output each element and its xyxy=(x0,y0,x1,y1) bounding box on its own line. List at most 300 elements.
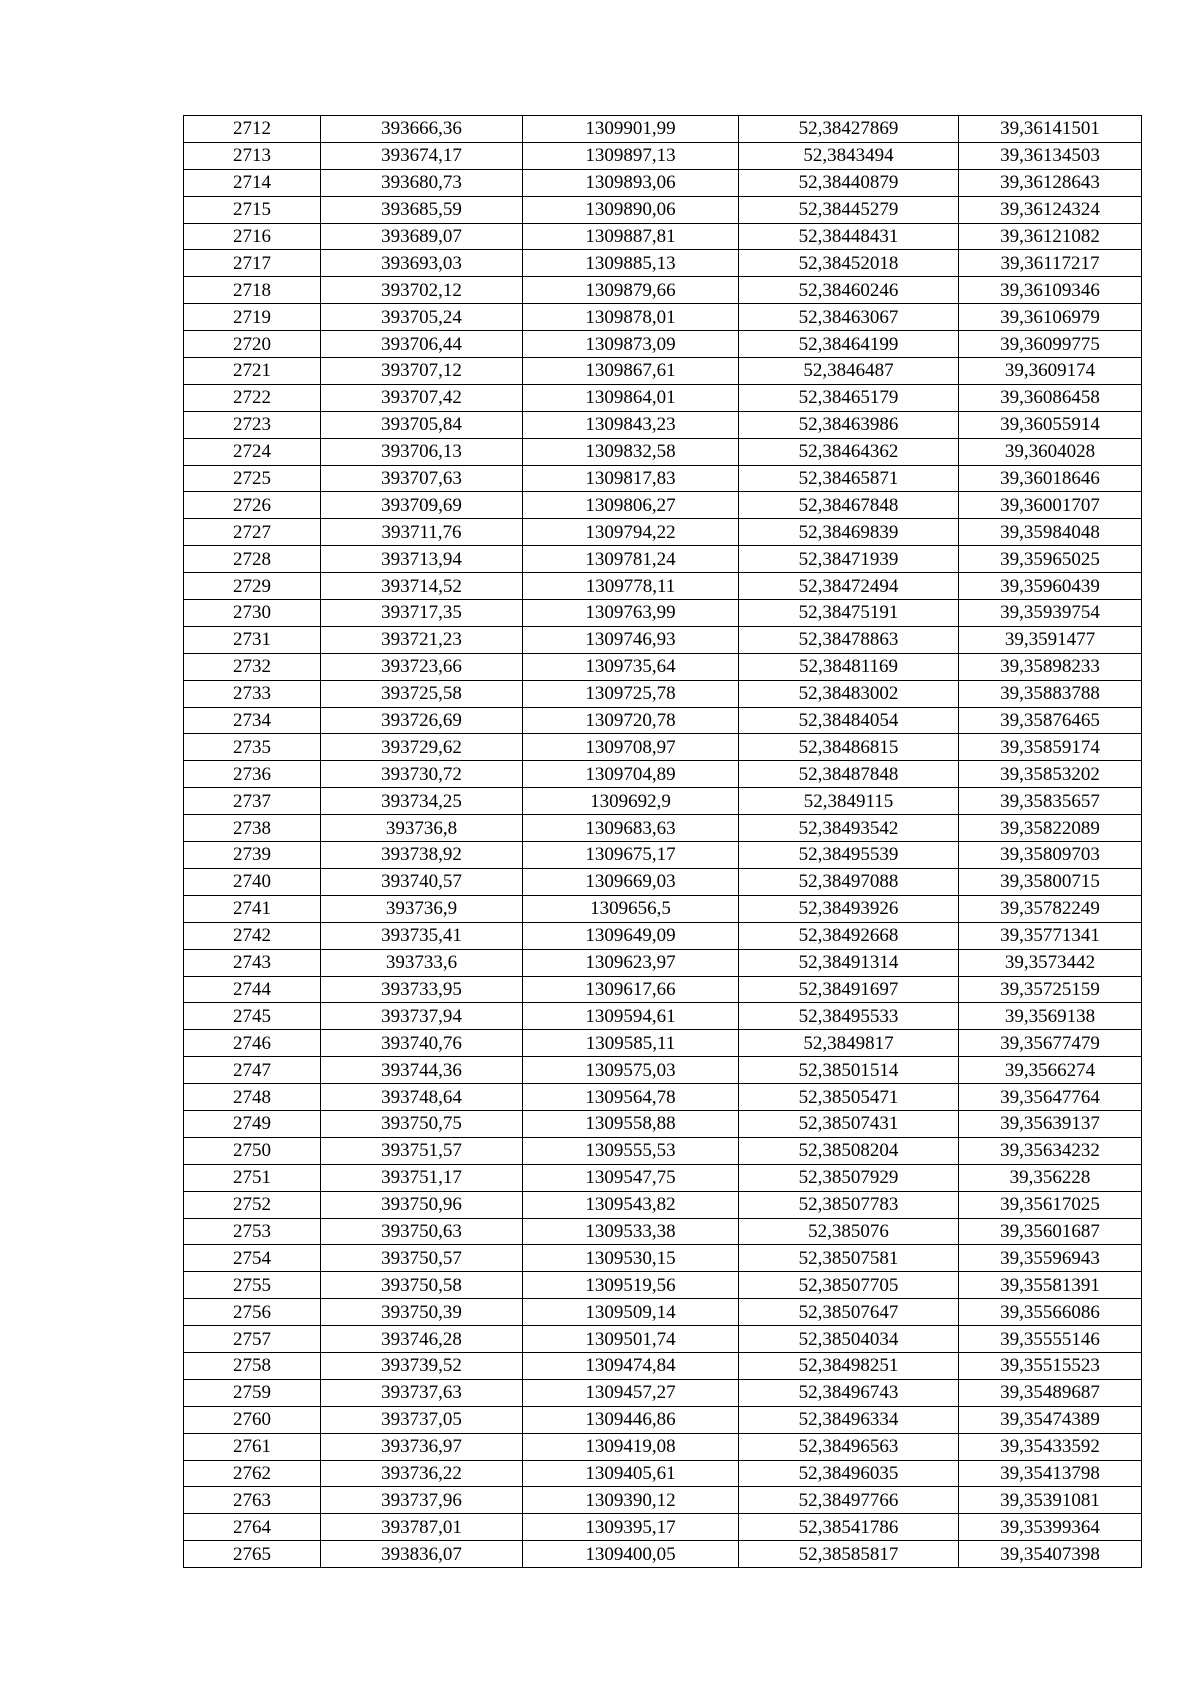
latitude-cell: 52,38464199 xyxy=(739,331,959,358)
longitude-cell: 39,35960439 xyxy=(959,573,1142,600)
table-row xyxy=(184,384,1142,411)
table-row xyxy=(184,277,1142,304)
latitude-cell: 52,385076 xyxy=(739,1218,959,1245)
y-coordinate-cell: 1309878,01 xyxy=(523,304,739,331)
y-coordinate-cell: 1309720,78 xyxy=(523,707,739,734)
table-row xyxy=(184,196,1142,223)
latitude-cell: 52,38497088 xyxy=(739,868,959,895)
point-number-cell: 2751 xyxy=(184,1164,321,1191)
longitude-cell: 39,35647764 xyxy=(959,1084,1142,1111)
latitude-cell: 52,38448431 xyxy=(739,223,959,250)
x-coordinate-cell: 393721,23 xyxy=(321,626,523,653)
latitude-cell: 52,38507647 xyxy=(739,1299,959,1326)
point-number-cell: 2738 xyxy=(184,815,321,842)
table-row xyxy=(184,1406,1142,1433)
longitude-cell: 39,35407398 xyxy=(959,1541,1142,1568)
x-coordinate-cell: 393705,24 xyxy=(321,304,523,331)
point-number-cell: 2730 xyxy=(184,600,321,627)
latitude-cell: 52,38507783 xyxy=(739,1191,959,1218)
latitude-cell: 52,38498251 xyxy=(739,1352,959,1379)
y-coordinate-cell: 1309419,08 xyxy=(523,1433,739,1460)
point-number-cell: 2744 xyxy=(184,976,321,1003)
table-row xyxy=(184,519,1142,546)
longitude-cell: 39,35822089 xyxy=(959,815,1142,842)
x-coordinate-cell: 393726,69 xyxy=(321,707,523,734)
point-number-cell: 2740 xyxy=(184,868,321,895)
longitude-cell: 39,35489687 xyxy=(959,1379,1142,1406)
longitude-cell: 39,3604028 xyxy=(959,438,1142,465)
table-row xyxy=(184,169,1142,196)
latitude-cell: 52,38507581 xyxy=(739,1245,959,1272)
latitude-cell: 52,3849817 xyxy=(739,1030,959,1057)
x-coordinate-cell: 393748,64 xyxy=(321,1084,523,1111)
x-coordinate-cell: 393680,73 xyxy=(321,169,523,196)
y-coordinate-cell: 1309533,38 xyxy=(523,1218,739,1245)
table-row xyxy=(184,895,1142,922)
point-number-cell: 2763 xyxy=(184,1487,321,1514)
point-number-cell: 2712 xyxy=(184,116,321,143)
x-coordinate-cell: 393739,52 xyxy=(321,1352,523,1379)
table-row xyxy=(184,976,1142,1003)
latitude-cell: 52,38465871 xyxy=(739,465,959,492)
latitude-cell: 52,38452018 xyxy=(739,250,959,277)
point-number-cell: 2716 xyxy=(184,223,321,250)
point-number-cell: 2733 xyxy=(184,680,321,707)
longitude-cell: 39,35800715 xyxy=(959,868,1142,895)
point-number-cell: 2721 xyxy=(184,358,321,385)
y-coordinate-cell: 1309778,11 xyxy=(523,573,739,600)
x-coordinate-cell: 393750,57 xyxy=(321,1245,523,1272)
x-coordinate-cell: 393707,63 xyxy=(321,465,523,492)
x-coordinate-cell: 393751,57 xyxy=(321,1137,523,1164)
table-row xyxy=(184,1030,1142,1057)
table-row xyxy=(184,358,1142,385)
table-row xyxy=(184,1460,1142,1487)
point-number-cell: 2742 xyxy=(184,922,321,949)
y-coordinate-cell: 1309390,12 xyxy=(523,1487,739,1514)
point-number-cell: 2715 xyxy=(184,196,321,223)
longitude-cell: 39,35939754 xyxy=(959,600,1142,627)
y-coordinate-cell: 1309564,78 xyxy=(523,1084,739,1111)
longitude-cell: 39,3569138 xyxy=(959,1003,1142,1030)
x-coordinate-cell: 393706,44 xyxy=(321,331,523,358)
longitude-cell: 39,35639137 xyxy=(959,1110,1142,1137)
longitude-cell: 39,35581391 xyxy=(959,1272,1142,1299)
latitude-cell: 52,38440879 xyxy=(739,169,959,196)
table-row xyxy=(184,815,1142,842)
x-coordinate-cell: 393738,92 xyxy=(321,842,523,869)
latitude-cell: 52,3849115 xyxy=(739,788,959,815)
y-coordinate-cell: 1309897,13 xyxy=(523,142,739,169)
latitude-cell: 52,38496334 xyxy=(739,1406,959,1433)
longitude-cell: 39,3609174 xyxy=(959,358,1142,385)
table-row xyxy=(184,250,1142,277)
x-coordinate-cell: 393705,84 xyxy=(321,411,523,438)
table-row xyxy=(184,304,1142,331)
latitude-cell: 52,38484054 xyxy=(739,707,959,734)
table-row xyxy=(184,1541,1142,1568)
point-number-cell: 2725 xyxy=(184,465,321,492)
table-row xyxy=(184,492,1142,519)
table-row xyxy=(184,438,1142,465)
table-row xyxy=(184,465,1142,492)
table-row xyxy=(184,1191,1142,1218)
table-row xyxy=(184,1164,1142,1191)
y-coordinate-cell: 1309594,61 xyxy=(523,1003,739,1030)
x-coordinate-cell: 393717,35 xyxy=(321,600,523,627)
point-number-cell: 2754 xyxy=(184,1245,321,1272)
x-coordinate-cell: 393709,69 xyxy=(321,492,523,519)
point-number-cell: 2723 xyxy=(184,411,321,438)
x-coordinate-cell: 393734,25 xyxy=(321,788,523,815)
point-number-cell: 2760 xyxy=(184,1406,321,1433)
x-coordinate-cell: 393737,94 xyxy=(321,1003,523,1030)
point-number-cell: 2737 xyxy=(184,788,321,815)
y-coordinate-cell: 1309867,61 xyxy=(523,358,739,385)
longitude-cell: 39,36106979 xyxy=(959,304,1142,331)
table-row xyxy=(184,788,1142,815)
y-coordinate-cell: 1309683,63 xyxy=(523,815,739,842)
latitude-cell: 52,38504034 xyxy=(739,1326,959,1353)
table-row xyxy=(184,1352,1142,1379)
point-number-cell: 2720 xyxy=(184,331,321,358)
y-coordinate-cell: 1309675,17 xyxy=(523,842,739,869)
latitude-cell: 52,38507431 xyxy=(739,1110,959,1137)
point-number-cell: 2713 xyxy=(184,142,321,169)
table-row xyxy=(184,949,1142,976)
y-coordinate-cell: 1309885,13 xyxy=(523,250,739,277)
x-coordinate-cell: 393685,59 xyxy=(321,196,523,223)
latitude-cell: 52,38495533 xyxy=(739,1003,959,1030)
x-coordinate-cell: 393725,58 xyxy=(321,680,523,707)
y-coordinate-cell: 1309446,86 xyxy=(523,1406,739,1433)
point-number-cell: 2728 xyxy=(184,546,321,573)
x-coordinate-cell: 393740,76 xyxy=(321,1030,523,1057)
longitude-cell: 39,35601687 xyxy=(959,1218,1142,1245)
longitude-cell: 39,35898233 xyxy=(959,653,1142,680)
table-row xyxy=(184,1003,1142,1030)
table-row xyxy=(184,680,1142,707)
y-coordinate-cell: 1309457,27 xyxy=(523,1379,739,1406)
latitude-cell: 52,38496743 xyxy=(739,1379,959,1406)
x-coordinate-cell: 393737,63 xyxy=(321,1379,523,1406)
table-row xyxy=(184,142,1142,169)
latitude-cell: 52,38471939 xyxy=(739,546,959,573)
y-coordinate-cell: 1309746,93 xyxy=(523,626,739,653)
y-coordinate-cell: 1309887,81 xyxy=(523,223,739,250)
y-coordinate-cell: 1309509,14 xyxy=(523,1299,739,1326)
latitude-cell: 52,38496035 xyxy=(739,1460,959,1487)
longitude-cell: 39,35809703 xyxy=(959,842,1142,869)
y-coordinate-cell: 1309395,17 xyxy=(523,1514,739,1541)
longitude-cell: 39,356228 xyxy=(959,1164,1142,1191)
longitude-cell: 39,36109346 xyxy=(959,277,1142,304)
y-coordinate-cell: 1309843,23 xyxy=(523,411,739,438)
x-coordinate-cell: 393706,13 xyxy=(321,438,523,465)
y-coordinate-cell: 1309649,09 xyxy=(523,922,739,949)
latitude-cell: 52,38496563 xyxy=(739,1433,959,1460)
point-number-cell: 2764 xyxy=(184,1514,321,1541)
y-coordinate-cell: 1309400,05 xyxy=(523,1541,739,1568)
y-coordinate-cell: 1309817,83 xyxy=(523,465,739,492)
table-row xyxy=(184,116,1142,143)
table-row xyxy=(184,1514,1142,1541)
y-coordinate-cell: 1309735,64 xyxy=(523,653,739,680)
x-coordinate-cell: 393736,97 xyxy=(321,1433,523,1460)
table-row xyxy=(184,734,1142,761)
latitude-cell: 52,38492668 xyxy=(739,922,959,949)
table-row xyxy=(184,653,1142,680)
y-coordinate-cell: 1309519,56 xyxy=(523,1272,739,1299)
latitude-cell: 52,38497766 xyxy=(739,1487,959,1514)
latitude-cell: 52,38487848 xyxy=(739,761,959,788)
longitude-cell: 39,36124324 xyxy=(959,196,1142,223)
table-row xyxy=(184,1084,1142,1111)
y-coordinate-cell: 1309901,99 xyxy=(523,116,739,143)
point-number-cell: 2761 xyxy=(184,1433,321,1460)
latitude-cell: 52,38465179 xyxy=(739,384,959,411)
longitude-cell: 39,35725159 xyxy=(959,976,1142,1003)
x-coordinate-cell: 393736,22 xyxy=(321,1460,523,1487)
latitude-cell: 52,38463986 xyxy=(739,411,959,438)
longitude-cell: 39,35876465 xyxy=(959,707,1142,734)
y-coordinate-cell: 1309617,66 xyxy=(523,976,739,1003)
table-row xyxy=(184,868,1142,895)
coordinates-table xyxy=(183,115,1142,1568)
x-coordinate-cell: 393737,96 xyxy=(321,1487,523,1514)
latitude-cell: 52,38501514 xyxy=(739,1057,959,1084)
table-row xyxy=(184,1137,1142,1164)
table-row xyxy=(184,707,1142,734)
latitude-cell: 52,38475191 xyxy=(739,600,959,627)
point-number-cell: 2719 xyxy=(184,304,321,331)
y-coordinate-cell: 1309704,89 xyxy=(523,761,739,788)
point-number-cell: 2732 xyxy=(184,653,321,680)
y-coordinate-cell: 1309781,24 xyxy=(523,546,739,573)
x-coordinate-cell: 393787,01 xyxy=(321,1514,523,1541)
x-coordinate-cell: 393750,63 xyxy=(321,1218,523,1245)
latitude-cell: 52,38491314 xyxy=(739,949,959,976)
x-coordinate-cell: 393711,76 xyxy=(321,519,523,546)
y-coordinate-cell: 1309873,09 xyxy=(523,331,739,358)
longitude-cell: 39,35965025 xyxy=(959,546,1142,573)
y-coordinate-cell: 1309405,61 xyxy=(523,1460,739,1487)
longitude-cell: 39,36055914 xyxy=(959,411,1142,438)
y-coordinate-cell: 1309708,97 xyxy=(523,734,739,761)
latitude-cell: 52,38469839 xyxy=(739,519,959,546)
latitude-cell: 52,38463067 xyxy=(739,304,959,331)
point-number-cell: 2748 xyxy=(184,1084,321,1111)
x-coordinate-cell: 393750,96 xyxy=(321,1191,523,1218)
table-row xyxy=(184,1272,1142,1299)
y-coordinate-cell: 1309879,66 xyxy=(523,277,739,304)
y-coordinate-cell: 1309864,01 xyxy=(523,384,739,411)
longitude-cell: 39,35835657 xyxy=(959,788,1142,815)
y-coordinate-cell: 1309893,06 xyxy=(523,169,739,196)
latitude-cell: 52,38486815 xyxy=(739,734,959,761)
latitude-cell: 52,3846487 xyxy=(739,358,959,385)
x-coordinate-cell: 393674,17 xyxy=(321,142,523,169)
latitude-cell: 52,38460246 xyxy=(739,277,959,304)
x-coordinate-cell: 393689,07 xyxy=(321,223,523,250)
y-coordinate-cell: 1309725,78 xyxy=(523,680,739,707)
latitude-cell: 52,38507705 xyxy=(739,1272,959,1299)
y-coordinate-cell: 1309890,06 xyxy=(523,196,739,223)
longitude-cell: 39,35634232 xyxy=(959,1137,1142,1164)
point-number-cell: 2743 xyxy=(184,949,321,976)
y-coordinate-cell: 1309547,75 xyxy=(523,1164,739,1191)
longitude-cell: 39,36001707 xyxy=(959,492,1142,519)
latitude-cell: 52,38472494 xyxy=(739,573,959,600)
x-coordinate-cell: 393836,07 xyxy=(321,1541,523,1568)
x-coordinate-cell: 393702,12 xyxy=(321,277,523,304)
x-coordinate-cell: 393733,6 xyxy=(321,949,523,976)
longitude-cell: 39,35433592 xyxy=(959,1433,1142,1460)
latitude-cell: 52,38445279 xyxy=(739,196,959,223)
longitude-cell: 39,35555146 xyxy=(959,1326,1142,1353)
x-coordinate-cell: 393729,62 xyxy=(321,734,523,761)
x-coordinate-cell: 393707,12 xyxy=(321,358,523,385)
point-number-cell: 2726 xyxy=(184,492,321,519)
point-number-cell: 2736 xyxy=(184,761,321,788)
point-number-cell: 2731 xyxy=(184,626,321,653)
table-row xyxy=(184,1218,1142,1245)
latitude-cell: 52,38495539 xyxy=(739,842,959,869)
point-number-cell: 2758 xyxy=(184,1352,321,1379)
longitude-cell: 39,35413798 xyxy=(959,1460,1142,1487)
longitude-cell: 39,36128643 xyxy=(959,169,1142,196)
point-number-cell: 2734 xyxy=(184,707,321,734)
x-coordinate-cell: 393714,52 xyxy=(321,573,523,600)
point-number-cell: 2727 xyxy=(184,519,321,546)
x-coordinate-cell: 393707,42 xyxy=(321,384,523,411)
y-coordinate-cell: 1309669,03 xyxy=(523,868,739,895)
point-number-cell: 2749 xyxy=(184,1110,321,1137)
longitude-cell: 39,35391081 xyxy=(959,1487,1142,1514)
longitude-cell: 39,35853202 xyxy=(959,761,1142,788)
longitude-cell: 39,36141501 xyxy=(959,116,1142,143)
point-number-cell: 2714 xyxy=(184,169,321,196)
longitude-cell: 39,36121082 xyxy=(959,223,1142,250)
longitude-cell: 39,35617025 xyxy=(959,1191,1142,1218)
x-coordinate-cell: 393735,41 xyxy=(321,922,523,949)
y-coordinate-cell: 1309763,99 xyxy=(523,600,739,627)
table-row xyxy=(184,546,1142,573)
point-number-cell: 2750 xyxy=(184,1137,321,1164)
table-row xyxy=(184,1299,1142,1326)
latitude-cell: 52,38478863 xyxy=(739,626,959,653)
point-number-cell: 2739 xyxy=(184,842,321,869)
y-coordinate-cell: 1309794,22 xyxy=(523,519,739,546)
y-coordinate-cell: 1309501,74 xyxy=(523,1326,739,1353)
x-coordinate-cell: 393736,9 xyxy=(321,895,523,922)
latitude-cell: 52,38481169 xyxy=(739,653,959,680)
point-number-cell: 2741 xyxy=(184,895,321,922)
y-coordinate-cell: 1309555,53 xyxy=(523,1137,739,1164)
table-row xyxy=(184,1487,1142,1514)
point-number-cell: 2757 xyxy=(184,1326,321,1353)
longitude-cell: 39,36086458 xyxy=(959,384,1142,411)
table-row xyxy=(184,1326,1142,1353)
longitude-cell: 39,36134503 xyxy=(959,142,1142,169)
y-coordinate-cell: 1309474,84 xyxy=(523,1352,739,1379)
table-row xyxy=(184,761,1142,788)
point-number-cell: 2759 xyxy=(184,1379,321,1406)
table-row xyxy=(184,1057,1142,1084)
table-row xyxy=(184,411,1142,438)
longitude-cell: 39,35782249 xyxy=(959,895,1142,922)
x-coordinate-cell: 393737,05 xyxy=(321,1406,523,1433)
table-row xyxy=(184,1433,1142,1460)
point-number-cell: 2735 xyxy=(184,734,321,761)
longitude-cell: 39,35984048 xyxy=(959,519,1142,546)
latitude-cell: 52,38507929 xyxy=(739,1164,959,1191)
x-coordinate-cell: 393730,72 xyxy=(321,761,523,788)
x-coordinate-cell: 393693,03 xyxy=(321,250,523,277)
table-row xyxy=(184,1379,1142,1406)
table-row xyxy=(184,223,1142,250)
x-coordinate-cell: 393733,95 xyxy=(321,976,523,1003)
longitude-cell: 39,36117217 xyxy=(959,250,1142,277)
point-number-cell: 2717 xyxy=(184,250,321,277)
point-number-cell: 2755 xyxy=(184,1272,321,1299)
longitude-cell: 39,36018646 xyxy=(959,465,1142,492)
coordinates-table-body xyxy=(184,116,1142,1568)
y-coordinate-cell: 1309575,03 xyxy=(523,1057,739,1084)
table-row xyxy=(184,922,1142,949)
latitude-cell: 52,38467848 xyxy=(739,492,959,519)
point-number-cell: 2753 xyxy=(184,1218,321,1245)
latitude-cell: 52,38585817 xyxy=(739,1541,959,1568)
point-number-cell: 2746 xyxy=(184,1030,321,1057)
latitude-cell: 52,38464362 xyxy=(739,438,959,465)
latitude-cell: 52,3843494 xyxy=(739,142,959,169)
x-coordinate-cell: 393713,94 xyxy=(321,546,523,573)
point-number-cell: 2718 xyxy=(184,277,321,304)
table-row xyxy=(184,842,1142,869)
point-number-cell: 2747 xyxy=(184,1057,321,1084)
y-coordinate-cell: 1309543,82 xyxy=(523,1191,739,1218)
y-coordinate-cell: 1309558,88 xyxy=(523,1110,739,1137)
longitude-cell: 39,35596943 xyxy=(959,1245,1142,1272)
latitude-cell: 52,38508204 xyxy=(739,1137,959,1164)
x-coordinate-cell: 393744,36 xyxy=(321,1057,523,1084)
point-number-cell: 2745 xyxy=(184,1003,321,1030)
y-coordinate-cell: 1309623,97 xyxy=(523,949,739,976)
x-coordinate-cell: 393750,75 xyxy=(321,1110,523,1137)
longitude-cell: 39,35883788 xyxy=(959,680,1142,707)
longitude-cell: 39,35771341 xyxy=(959,922,1142,949)
point-number-cell: 2724 xyxy=(184,438,321,465)
x-coordinate-cell: 393750,39 xyxy=(321,1299,523,1326)
x-coordinate-cell: 393723,66 xyxy=(321,653,523,680)
x-coordinate-cell: 393751,17 xyxy=(321,1164,523,1191)
x-coordinate-cell: 393746,28 xyxy=(321,1326,523,1353)
latitude-cell: 52,38541786 xyxy=(739,1514,959,1541)
point-number-cell: 2765 xyxy=(184,1541,321,1568)
table-row xyxy=(184,600,1142,627)
latitude-cell: 52,38483002 xyxy=(739,680,959,707)
longitude-cell: 39,3591477 xyxy=(959,626,1142,653)
point-number-cell: 2756 xyxy=(184,1299,321,1326)
point-number-cell: 2752 xyxy=(184,1191,321,1218)
longitude-cell: 39,35474389 xyxy=(959,1406,1142,1433)
latitude-cell: 52,38491697 xyxy=(739,976,959,1003)
x-coordinate-cell: 393736,8 xyxy=(321,815,523,842)
latitude-cell: 52,38493542 xyxy=(739,815,959,842)
latitude-cell: 52,38493926 xyxy=(739,895,959,922)
y-coordinate-cell: 1309806,27 xyxy=(523,492,739,519)
